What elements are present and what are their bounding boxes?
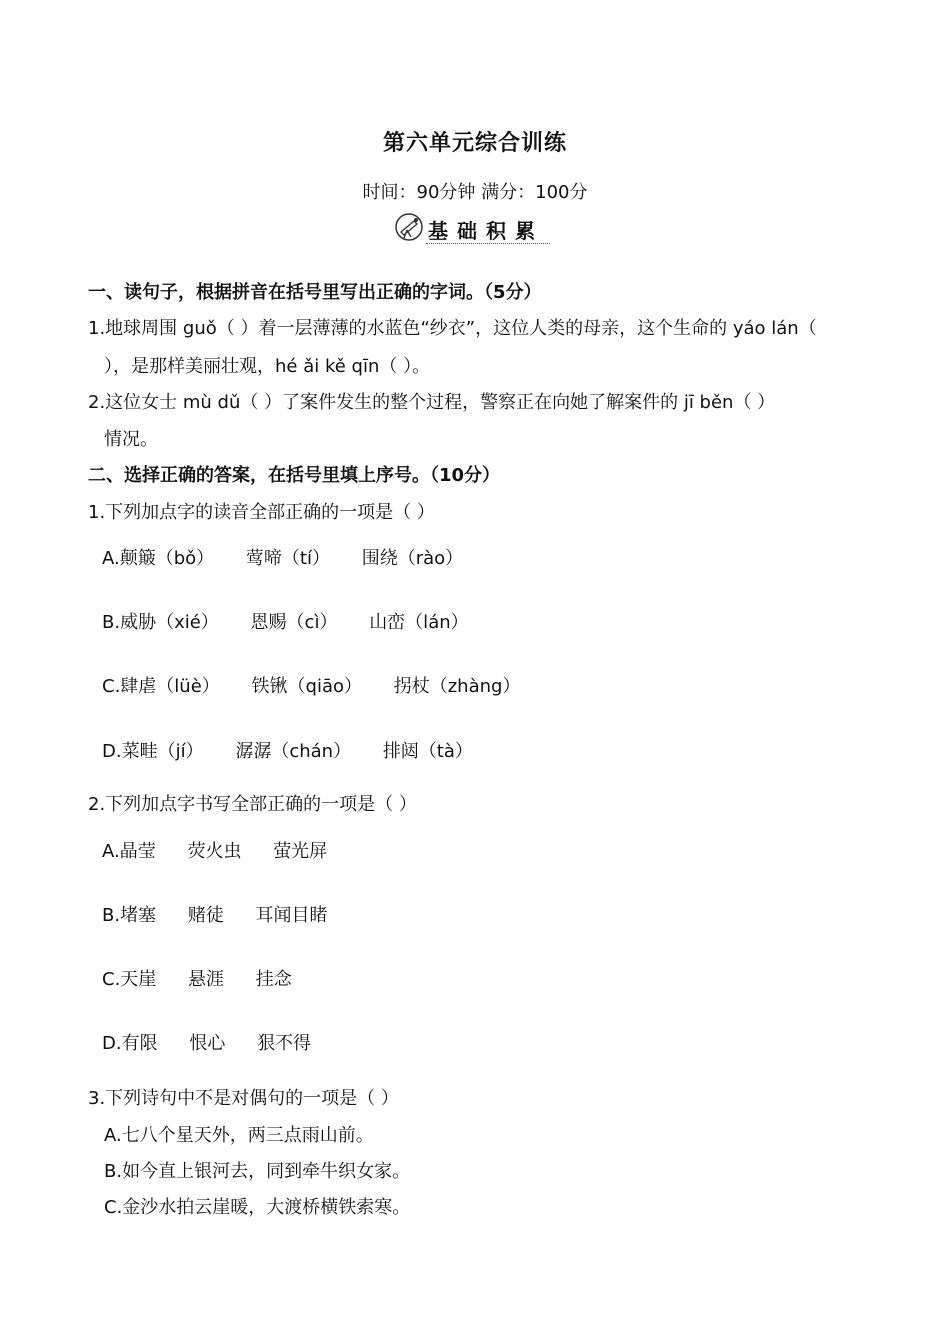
s2-q1-option-a <box>102 544 489 570</box>
option-item: 赌徒 <box>187 905 224 926</box>
s2-q1-option-c <box>102 672 546 698</box>
banner-label: 基础积累 <box>428 219 544 243</box>
q2-line-1: 2.这位女士 mù dǔ（ ）了案件发生的整个过程，警察正在向她了解案件的 jī běn（ ） <box>88 392 776 413</box>
banner-underline <box>426 243 550 244</box>
option-item: 挂念 <box>255 969 292 990</box>
q2-line-2: 情况。 <box>104 429 158 450</box>
s2-q3-option-a: A.七八个星天外，两三点雨山前。 <box>104 1125 374 1146</box>
option-item: 山峦（lán） <box>369 612 469 633</box>
option-item: 潺潺（chán） <box>235 741 352 762</box>
s2-q2-stem: 2.下列加点字书写全部正确的一项是（ ） <box>88 794 417 815</box>
q1-line-1: 1.地球周围 guǒ（ ）着一层薄薄的水蓝色“纱衣”，这位人类的母亲，这个生命的 yáo lán（ <box>88 318 817 339</box>
s2-q2-option-c <box>102 965 318 991</box>
telescope-icon <box>394 212 424 242</box>
s2-q2-option-d <box>102 1029 337 1055</box>
option-item: 围绕（rào） <box>361 548 464 569</box>
s2-q1-stem: 1.下列加点字的读音全部正确的一项是（ ） <box>88 502 435 523</box>
option-item: B.威胁（xié） <box>102 612 219 633</box>
s2-q3-option-b: B.如今直上银河去，同到牵牛织女家。 <box>104 1161 411 1182</box>
section-1-heading: 一、读句子，根据拼音在括号里写出正确的字词。（5分） <box>88 282 542 303</box>
option-item: 恨心 <box>189 1033 226 1054</box>
option-item: A.颠簸（bǒ） <box>102 548 215 569</box>
s2-q2-option-a <box>102 837 353 863</box>
option-item: 悬涯 <box>188 969 225 990</box>
option-item: C.肆虐（lüè） <box>102 676 220 697</box>
s2-q1-option-d <box>102 737 499 763</box>
option-item: 莺啼（tí） <box>245 548 330 569</box>
section-2-heading: 二、选择正确的答案，在括号里填上序号。（10分） <box>88 465 501 486</box>
option-item: B.堵塞 <box>102 905 157 926</box>
option-item: 排闼（tà） <box>382 741 473 762</box>
s2-q3-stem: 3.下列诗句中不是对偶句的一项是（ ） <box>88 1088 399 1109</box>
exam-info: 时间：90分钟 满分：100分 <box>362 182 588 203</box>
section-banner <box>392 210 562 250</box>
s2-q2-option-b <box>102 901 354 927</box>
option-item: 铁锹（qiāo） <box>251 676 362 697</box>
option-item: 拐杖（zhàng） <box>393 676 521 697</box>
page-title: 第六单元综合训练 <box>382 131 567 156</box>
q1-line-2: ），是那样美丽壮观，hé ǎi kě qīn（ ）。 <box>104 356 431 377</box>
option-item: 恩赐（cì） <box>250 612 338 633</box>
s2-q3-option-c: C.金沙水拍云崖暖，大渡桥横铁索寒。 <box>104 1197 411 1218</box>
option-item: 荧火虫 <box>187 841 242 862</box>
option-item: 耳闻目睹 <box>255 905 328 926</box>
option-item: A.晶莹 <box>102 841 156 862</box>
option-item: C.天崖 <box>102 969 157 990</box>
option-item: 狠不得 <box>257 1033 312 1054</box>
option-item: D.菜畦（jí） <box>102 741 204 762</box>
s2-q1-option-b <box>102 608 495 634</box>
option-item: 萤光屏 <box>273 841 328 862</box>
option-item: D.有限 <box>102 1033 158 1054</box>
